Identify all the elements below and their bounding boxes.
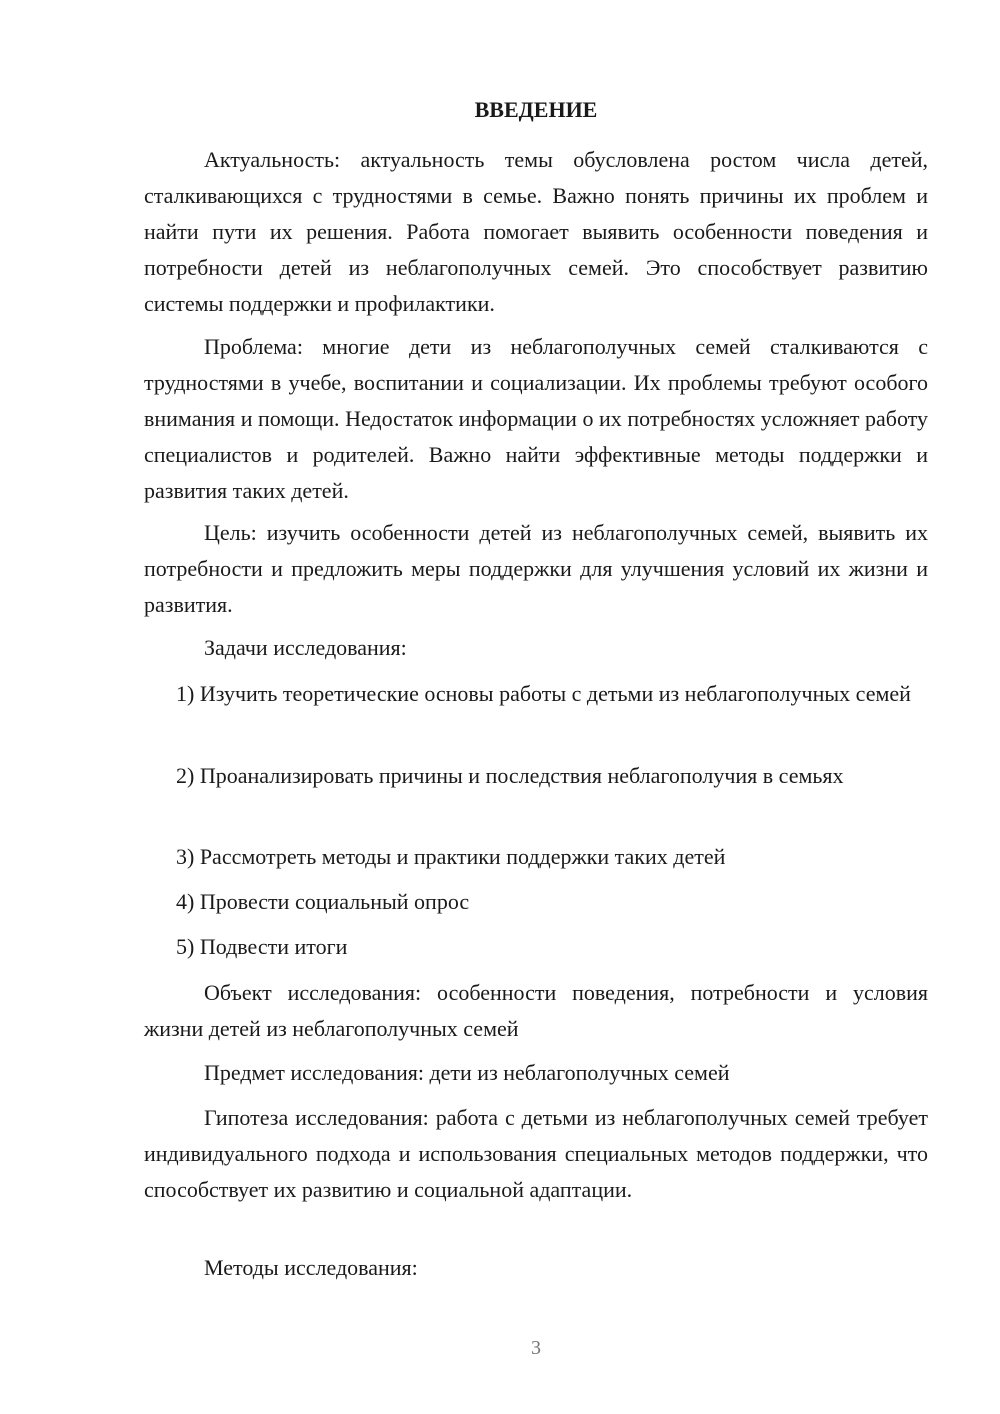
task-item-1: 1) Изучить теоретические основы работы с детьми из неблагополучных семей	[176, 681, 911, 706]
paragraph-goal: Цель: изучить особенности детей из неблагополучных семей, выявить их потребности и предложить меры поддержки для улучшения условий их жизни и развития.	[144, 520, 928, 617]
tasks-heading: Задачи исследования:	[204, 635, 407, 660]
task-item-3: 3) Рассмотреть методы и практики поддержки таких детей	[176, 844, 726, 869]
paragraph-object: Объект исследования: особенности поведения, потребности и условия жизни детей из неблагополучных семей	[144, 980, 928, 1041]
paragraph-hypothesis: Гипотеза исследования: работа с детьми из неблагополучных семей требует индивидуального подхода и использования специальных методов поддержки, что способствует их развитию и социальной адаптации.	[144, 1105, 928, 1202]
paragraph-problem: Проблема: многие дети из неблагополучных семей сталкиваются с трудностями в учебе, воспитании и социализации. Их проблемы требуют особого внимания и помощи. Недостаток информации о их потребностях усложняет работу специалистов и родителей. Важно найти эффективные методы поддержки и развития таких детей.	[144, 334, 928, 503]
methods-heading: Методы исследования:	[204, 1255, 418, 1280]
section-title: ВВЕДЕНИЕ	[474, 97, 598, 122]
task-item-4: 4) Провести социальный опрос	[176, 889, 470, 914]
task-item-5: 5) Подвести итоги	[176, 934, 348, 959]
page-number: 3	[531, 1337, 541, 1359]
paragraph-subject: Предмет исследования: дети из неблагополучных семей	[204, 1060, 730, 1085]
task-item-2: 2) Проанализировать причины и последствия неблагополучия в семьях	[176, 763, 844, 788]
paragraph-relevance: Актуальность: актуальность темы обусловлена ростом числа детей, сталкивающихся с трудностями в семье. Важно понять причины их проблем и найти пути их решения. Работа помогает выявить особенности поведения и потребности детей из неблагополучных семей. Это способствует развитию системы поддержки и профилактики.	[144, 147, 928, 316]
